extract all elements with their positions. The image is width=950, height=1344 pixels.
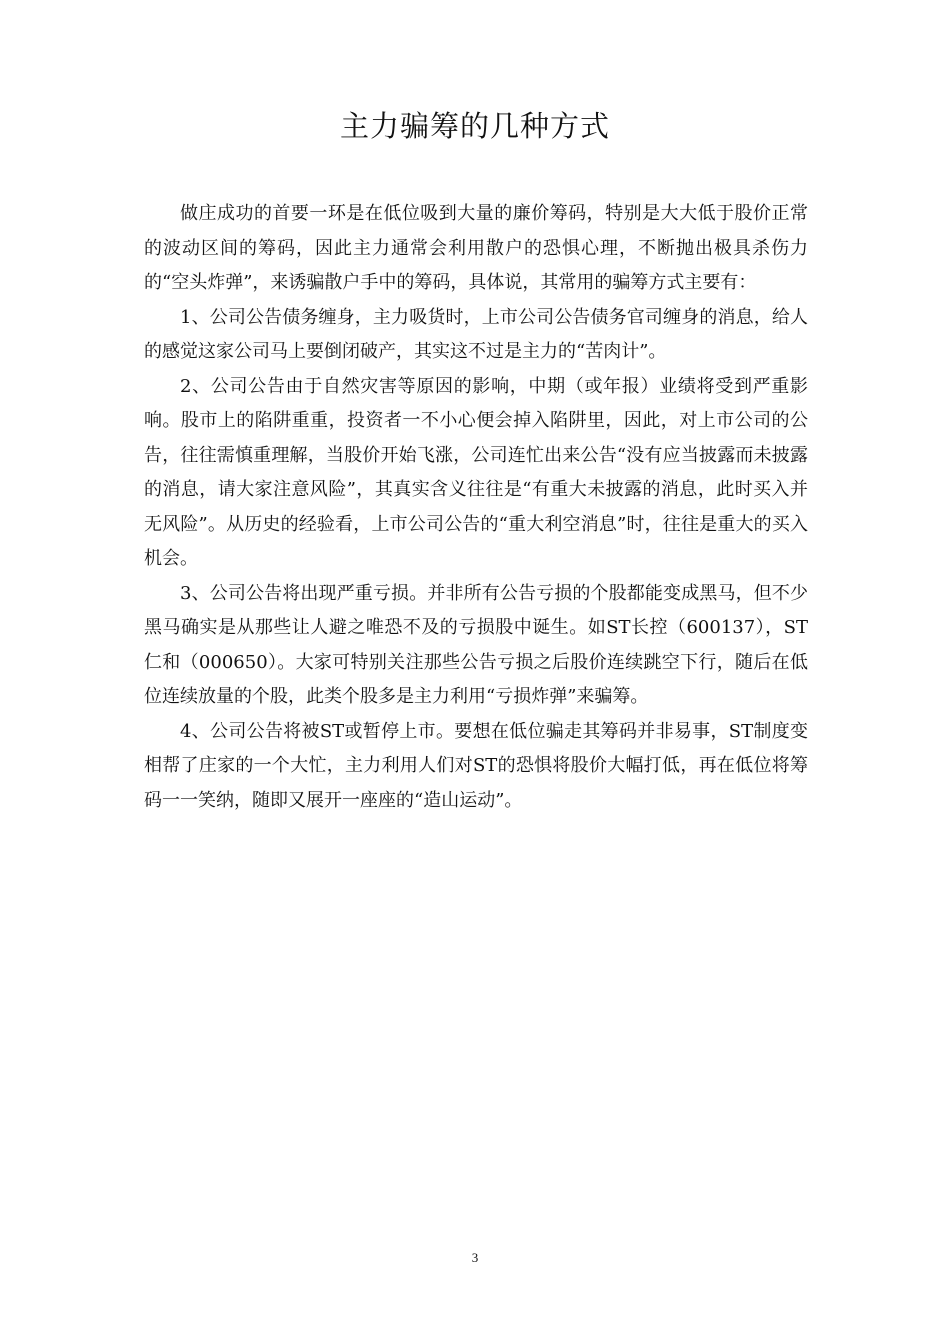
page-number: 3 <box>471 1250 479 1265</box>
document-body <box>144 197 808 818</box>
intro-paragraph: 做庄成功的首要一环是在低位吸到大量的廉价筹码，特别是大大低于股价正常的波动区间的筹码，因此主力通常会利用散户的恐惧心理，不断抛出极具杀伤力的“空头炸弹”，来诱骗散户手中的筹码，具体说，其常用的骗筹方式主要有： <box>144 203 808 293</box>
page-title: 主力骗筹的几种方式 <box>339 109 610 143</box>
method-3-paragraph: 3、公司公告将出现严重亏损。并非所有公告亏损的个股都能变成黑马，但不少黑马确实是从那些让人避之唯恐不及的亏损股中诞生。如ST长控（600137），ST 仁和（000650）。大家可特别关注那些公告亏损之后股价连续跳空下行，随后在低位连续放量的个股，此类个股多是主力利用“亏损炸弹”来骗筹。 <box>144 582 808 707</box>
method-4-paragraph: 4、公司公告将被ST或暂停上市。要想在低位骗走其筹码并非易事，ST制度变相帮了庄家的一个大忙，主力利用人们对ST的恐惧将股价大幅打低，再在低位将筹码一一笑纳，随即又展开一座座的“造山运动”。 <box>144 720 808 811</box>
method-2-paragraph: 2、公司公告由于自然灾害等原因的影响，中期（或年报）业绩将受到严重影响。股市上的陷阱重重，投资者一不小心便会掉入陷阱里，因此，对上市公司的公告，往往需慎重理解，当股价开始飞涨，公司连忙出来公告“没有应当披露而未披露的消息，请大家注意风险”，其真实含义往往是“有重大未披露的消息，此时买入并无风险”。从历史的经验看，上市公司公告的“重大利空消息”时，往往是重大的买入机会。 <box>144 375 808 569</box>
method-1-paragraph: 1、公司公告债务缠身，主力吸货时，上市公司公告债务官司缠身的消息，给人的感觉这家公司马上要倒闭破产，其实这不过是主力的“苦肉计”。 <box>144 306 808 362</box>
